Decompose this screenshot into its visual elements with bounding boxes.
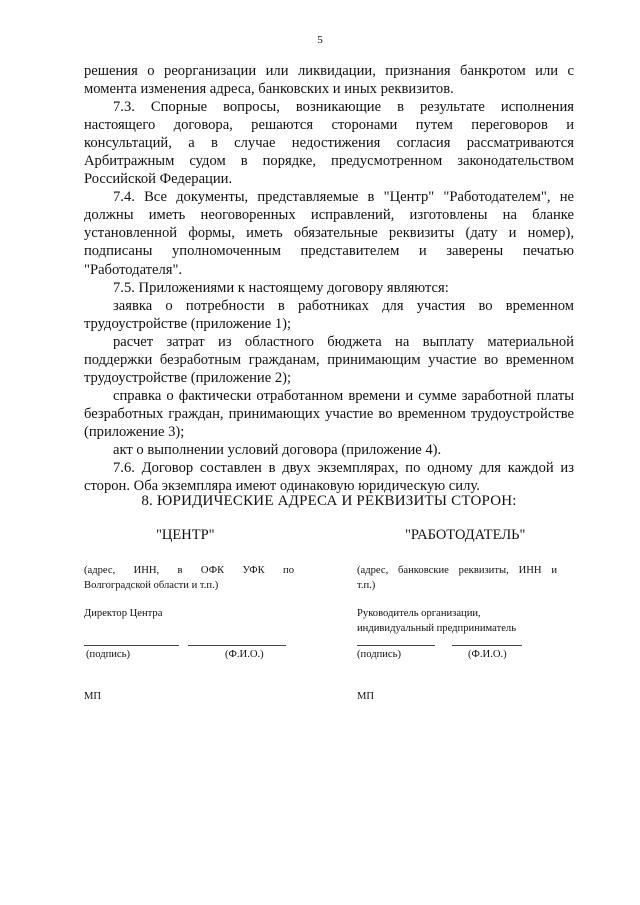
left-name-label: (Ф.И.О.): [225, 649, 264, 660]
right-name-label: (Ф.И.О.): [468, 649, 507, 660]
right-party-title: "РАБОТОДАТЕЛЬ": [405, 527, 526, 543]
paragraph-7-5: 7.5. Приложениями к настоящему договору являются:: [113, 279, 449, 296]
left-signature-label: (подпись): [86, 649, 130, 660]
right-party-position-line2: индивидуальный предприниматель: [357, 623, 517, 634]
left-name-line: [188, 645, 286, 646]
left-party-address-line1: (адрес, ИНН, в ОФК УФК по: [84, 565, 294, 576]
right-party-position-line1: Руководитель организации,: [357, 608, 481, 619]
left-stamp-label: МП: [84, 691, 102, 702]
right-name-line: [452, 645, 522, 646]
page-number: 5: [317, 34, 323, 46]
paragraph-7-6: 7.6. Договор составлен в двух экземплярах, по одному для каждой из сторон. Оба экземпляра имеют одинаковую юридическую силу.: [84, 460, 574, 495]
appendix-1-item: заявка о потребности в работниках для участия во временном трудоустройстве (приложение 1);: [84, 297, 574, 332]
appendix-4-item: акт о выполнении условий договора (приложение 4).: [113, 441, 442, 458]
left-party-position: Директор Центра: [84, 608, 163, 619]
appendix-3-item: справка о фактически отработанном времени и сумме заработной платы безработных граждан, принимающих участие во временном трудоустройстве (приложение 3);: [84, 387, 574, 440]
right-stamp-label: МП: [357, 691, 375, 702]
paragraph-7-3: 7.3. Спорные вопросы, возникающие в результате исполнения настоящего договора, решаются сторонами путем переговоров и консультаций, а в случае недостижения согласия рассматриваются Арбитражным судом в порядке, предусмотренном законодательством Российской Федерации.: [84, 99, 574, 188]
paragraph-7-4: 7.4. Все документы, представляемые в "Центр" "Работодателем", не должны иметь неоговоренных исправлений, изготовлены на бланке установленной формы, иметь обязательные реквизиты (дату и номер), подписаны уполномоченным представителем и заверены печатью "Работодателя".: [84, 189, 574, 278]
contract-body-text: [84, 62, 574, 495]
right-signature-line: [357, 645, 435, 646]
section-heading: 8. ЮРИДИЧЕСКИЕ АДРЕСА И РЕКВИЗИТЫ СТОРОН:: [141, 493, 517, 509]
right-party-address-line1: (адрес, банковские реквизиты, ИНН и: [357, 565, 557, 576]
left-signature-line: [84, 645, 179, 646]
paragraph-7-2-continuation: решения о реорганизации или ликвидации, признания банкротом или с момента изменения адреса, банковских и иных реквизитов.: [84, 63, 574, 98]
left-party-title: "ЦЕНТР": [156, 527, 215, 543]
left-party-address-line2: Волгоградской области и т.п.): [84, 580, 219, 591]
right-party-address-line2: т.п.): [357, 580, 376, 591]
appendix-2-item: расчет затрат из областного бюджета на выплату материальной поддержки безработным гражданам, принимающим участие во временном трудоустройстве (приложение 2);: [84, 333, 574, 386]
right-signature-label: (подпись): [357, 649, 401, 660]
